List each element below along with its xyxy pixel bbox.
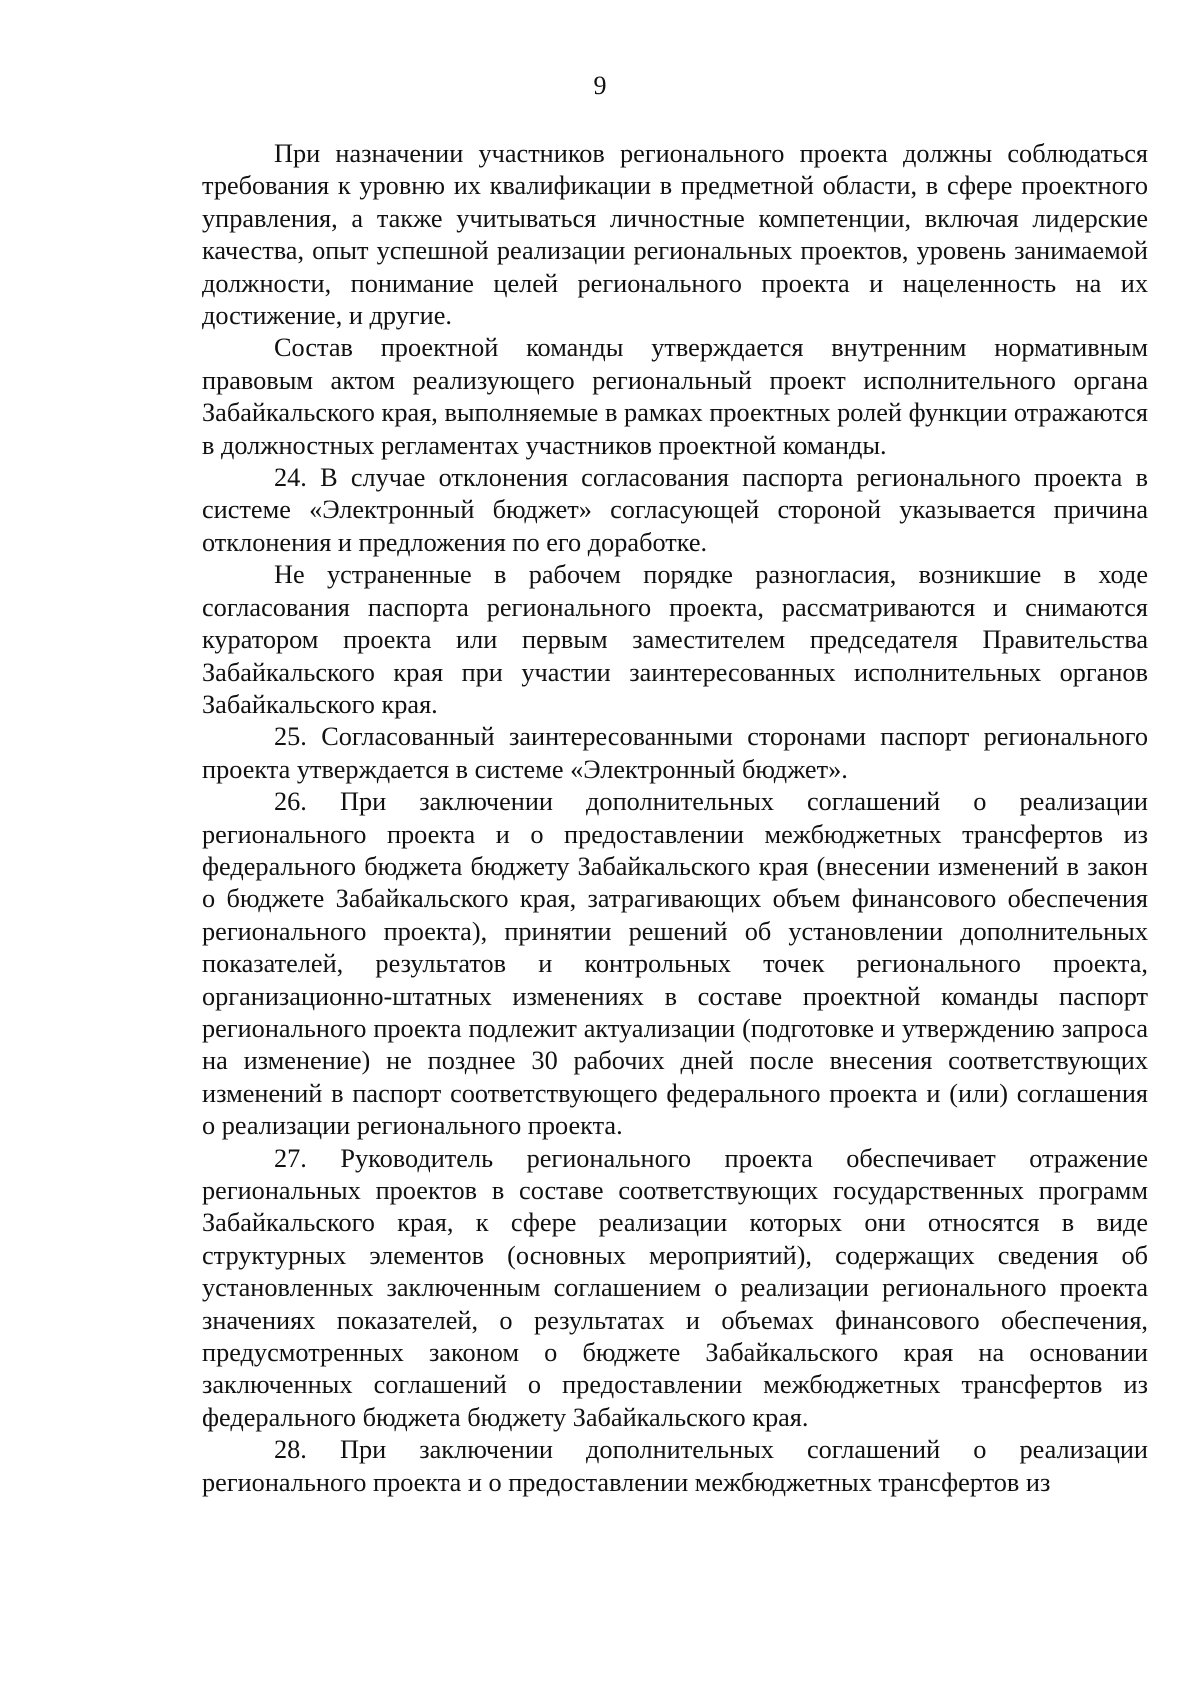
paragraph-clause-27: 27. Руководитель регионального проекта обеспечивает отражение региональных проектов в составе соответствующих государственных программ Забайкальского края, к сфере реализации которых они относятся в виде структурных элементов (основных мероприятий), содержащих сведения об установленных заключенным соглашением о реализации регионального проекта значениях показателей, о результатах и объемах финансового обеспечения, предусмотренных законом о бюджете Забайкальского края на основании заключенных соглашений о предоставлении межбюджетных трансфертов из федерального бюджета бюджету Забайкальского края. (202, 1143, 1148, 1432)
page-number: 9 (593, 71, 607, 100)
paragraph-participants-requirements: При назначении участников регионального проекта должны соблюдаться требования к уровню их квалификации в предметной области, в сфере проектного управления, а также учитываться личностные компетенции, включая лидерские качества, опыт успешной реализации региональных проектов, уровень занимаемой должности, понимание целей регионального проекта и нацеленность на их достижение, и другие. (202, 139, 1148, 331)
paragraph-clause-24: 24. В случае отклонения согласования паспорта регионального проекта в системе «Электронный бюджет» согласующей стороной указывается причина отклонения и предложения по его доработке. (202, 463, 1148, 557)
document-body (202, 138, 1148, 1499)
paragraph-clause-26: 26. При заключении дополнительных соглашений о реализации регионального проекта и о предоставлении межбюджетных трансфертов из федерального бюджета бюджету Забайкальского края (внесении изменений в закон о бюджете Забайкальского края, затрагивающих объем финансового обеспечения регионального проекта), принятии решений об установлении дополнительных показателей, результатов и контрольных точек регионального проекта, организационно-штатных изменениях в составе проектной команды паспорт регионального проекта подлежит актуализации (подготовке и утверждению запроса на изменение) не позднее 30 рабочих дней после внесения соответствующих изменений в паспорт соответствующего федерального проекта и (или) соглашения о реализации регионального проекта. (202, 787, 1148, 1141)
paragraph-clause-25: 25. Согласованный заинтересованными сторонами паспорт регионального проекта утверждается в системе «Электронный бюджет». (202, 722, 1148, 784)
paragraph-project-team-composition: Состав проектной команды утверждается внутренним нормативным правовым актом реализующего региональный проект исполнительного органа Забайкальского края, выполняемые в рамках проектных ролей функции отражаются в должностных регламентах участников проектной команды. (202, 333, 1148, 460)
paragraph-clause-28: 28. При заключении дополнительных соглашений о реализации регионального проекта и о предоставлении межбюджетных трансфертов из (202, 1435, 1148, 1497)
paragraph-disagreements: Не устраненные в рабочем порядке разногласия, возникшие в ходе согласования паспорта регионального проекта, рассматриваются и снимаются куратором проекта или первым заместителем председателя Правительства Забайкальского края при участии заинтересованных исполнительных органов Забайкальского края. (202, 560, 1148, 719)
